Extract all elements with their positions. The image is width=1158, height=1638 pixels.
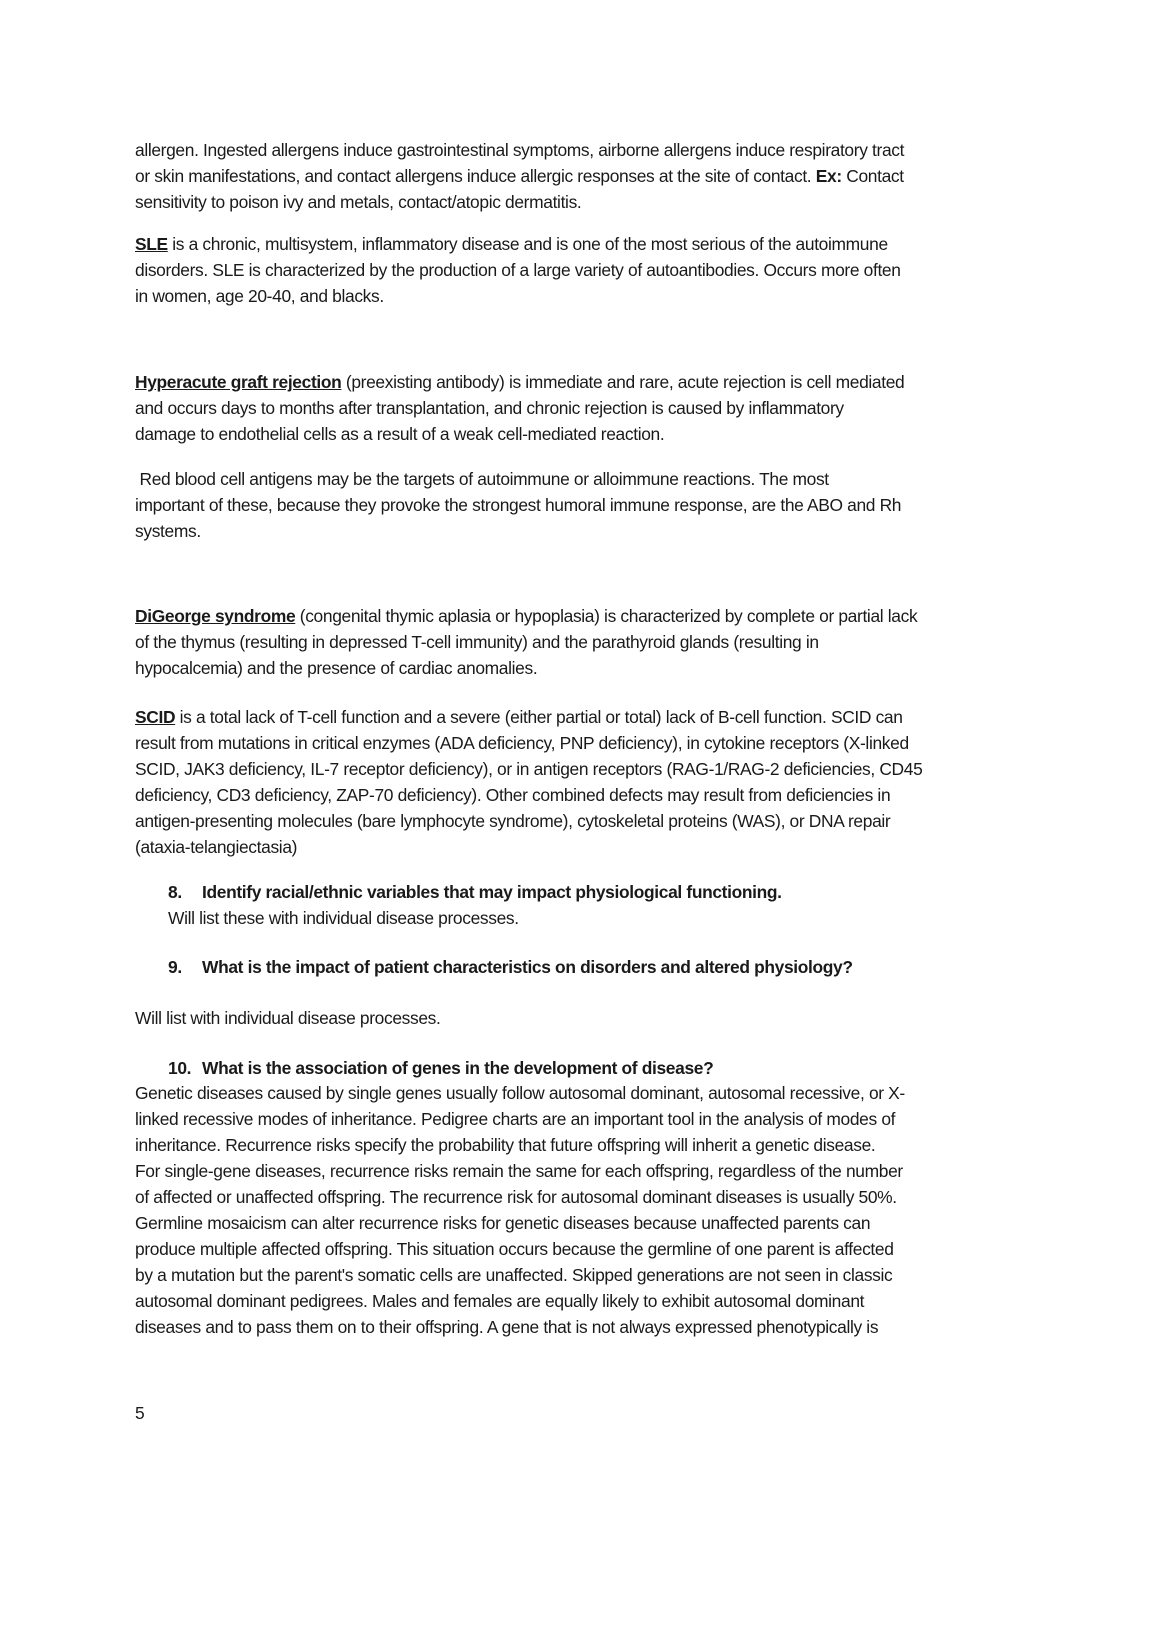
text-line: result from mutations in critical enzymes (ADA deficiency, PNP deficiency), in cytokine receptors (X-linked xyxy=(135,733,909,753)
sle-paragraph xyxy=(135,231,1025,309)
question-number: 9. xyxy=(168,957,182,977)
text-line: Red blood cell antigens may be the targets of autoimmune or alloimmune reactions. The most xyxy=(135,469,829,489)
text-line: hypocalcemia) and the presence of cardiac anomalies. xyxy=(135,658,538,678)
allergen-paragraph xyxy=(135,137,1025,215)
text-line: sensitivity to poison ivy and metals, contact/atopic dermatitis. xyxy=(135,192,582,212)
text-line: produce multiple affected offspring. This situation occurs because the germline of one parent is affected xyxy=(135,1239,894,1259)
question-text: What is the association of genes in the development of disease? xyxy=(202,1058,714,1078)
text-line: antigen-presenting molecules (bare lymphocyte syndrome), cytoskeletal proteins (WAS), or DNA repair xyxy=(135,811,891,831)
question-10-heading xyxy=(168,1055,713,1081)
text-line xyxy=(135,231,1025,257)
text-line xyxy=(135,704,1025,730)
text-span: Contact xyxy=(841,166,904,186)
text-line: Germline mosaicism can alter recurrence risks for genetic diseases because unaffected parents can xyxy=(135,1213,871,1233)
question-9-heading xyxy=(168,954,853,980)
question-text: What is the impact of patient characteristics on disorders and altered physiology? xyxy=(202,957,853,977)
text-line: in women, age 20-40, and blacks. xyxy=(135,286,384,306)
text-line: disorders. SLE is characterized by the production of a large variety of autoantibodies. Occurs more often xyxy=(135,260,901,280)
text-line: damage to endothelial cells as a result of a weak cell-mediated reaction. xyxy=(135,424,665,444)
question-8-heading xyxy=(168,879,782,905)
text-line: inheritance. Recurrence risks specify the probability that future offspring will inherit a genetic disease. xyxy=(135,1135,876,1155)
genetics-paragraph xyxy=(135,1080,1025,1340)
text-line: of the thymus (resulting in depressed T-cell immunity) and the parathyroid glands (resulting in xyxy=(135,632,819,652)
text-line xyxy=(135,163,1025,189)
text-line: and occurs days to months after transplantation, and chronic rejection is caused by inflammatory xyxy=(135,398,844,418)
term-hyperacute-graft-rejection: Hyperacute graft rejection xyxy=(135,372,342,392)
term-sle: SLE xyxy=(135,234,168,254)
question-text: Identify racial/ethnic variables that may impact physiological functioning. xyxy=(202,882,782,902)
graft-rejection-paragraph xyxy=(135,369,1025,447)
text-span: is a total lack of T-cell function and a severe (either partial or total) lack of B-cell function. SCID can xyxy=(175,707,903,727)
scid-paragraph xyxy=(135,704,1025,860)
text-line: For single-gene diseases, recurrence risks remain the same for each offspring, regardless of the number xyxy=(135,1161,903,1181)
question-number: 8. xyxy=(168,882,182,902)
term-scid: SCID xyxy=(135,707,176,727)
text-line: by a mutation but the parent's somatic cells are unaffected. Skipped generations are not seen in classic xyxy=(135,1265,893,1285)
rbc-antigens-paragraph xyxy=(135,466,1025,544)
text-line: autosomal dominant pedigrees. Males and females are equally likely to exhibit autosomal dominant xyxy=(135,1291,865,1311)
text-span: or skin manifestations, and contact allergens induce allergic responses at the site of contact. xyxy=(135,166,816,186)
text-line: SCID, JAK3 deficiency, IL-7 receptor deficiency), or in antigen receptors (RAG-1/RAG-2 deficiencies, CD45 xyxy=(135,759,923,779)
text-line: of affected or unaffected offspring. The recurrence risk for autosomal dominant diseases is usually 50%. xyxy=(135,1187,897,1207)
text-span: (preexisting antibody) is immediate and rare, acute rejection is cell mediated xyxy=(341,372,905,392)
text-line: diseases and to pass them on to their offspring. A gene that is not always expressed phenotypically is xyxy=(135,1317,879,1337)
page-number: 5 xyxy=(135,1403,145,1423)
text-line: linked recessive modes of inheritance. Pedigree charts are an important tool in the analysis of modes of xyxy=(135,1109,896,1129)
text-line xyxy=(135,603,1025,629)
text-line: (ataxia-telangiectasia) xyxy=(135,837,298,857)
text-span: is a chronic, multisystem, inflammatory disease and is one of the most serious of the autoimmune xyxy=(167,234,888,254)
question-number: 10. xyxy=(168,1058,192,1078)
term-digeorge-syndrome: DiGeorge syndrome xyxy=(135,606,296,626)
question-9-answer: Will list with individual disease processes. xyxy=(135,1008,441,1028)
digeorge-paragraph xyxy=(135,603,1025,681)
text-line: Genetic diseases caused by single genes usually follow autosomal dominant, autosomal recessive, or X- xyxy=(135,1083,905,1103)
text-line: systems. xyxy=(135,521,201,541)
text-line: allergen. Ingested allergens induce gastrointestinal symptoms, airborne allergens induce respiratory tract xyxy=(135,140,905,160)
text-line: important of these, because they provoke the strongest humoral immune response, are the ABO and Rh xyxy=(135,495,902,515)
example-label: Ex: xyxy=(815,166,842,186)
text-line: deficiency, CD3 deficiency, ZAP-70 deficiency). Other combined defects may result from deficiencies in xyxy=(135,785,891,805)
text-span: (congenital thymic aplasia or hypoplasia) is characterized by complete or partial lack xyxy=(295,606,918,626)
question-8-answer: Will list these with individual disease processes. xyxy=(168,908,519,928)
text-line xyxy=(135,369,1025,395)
